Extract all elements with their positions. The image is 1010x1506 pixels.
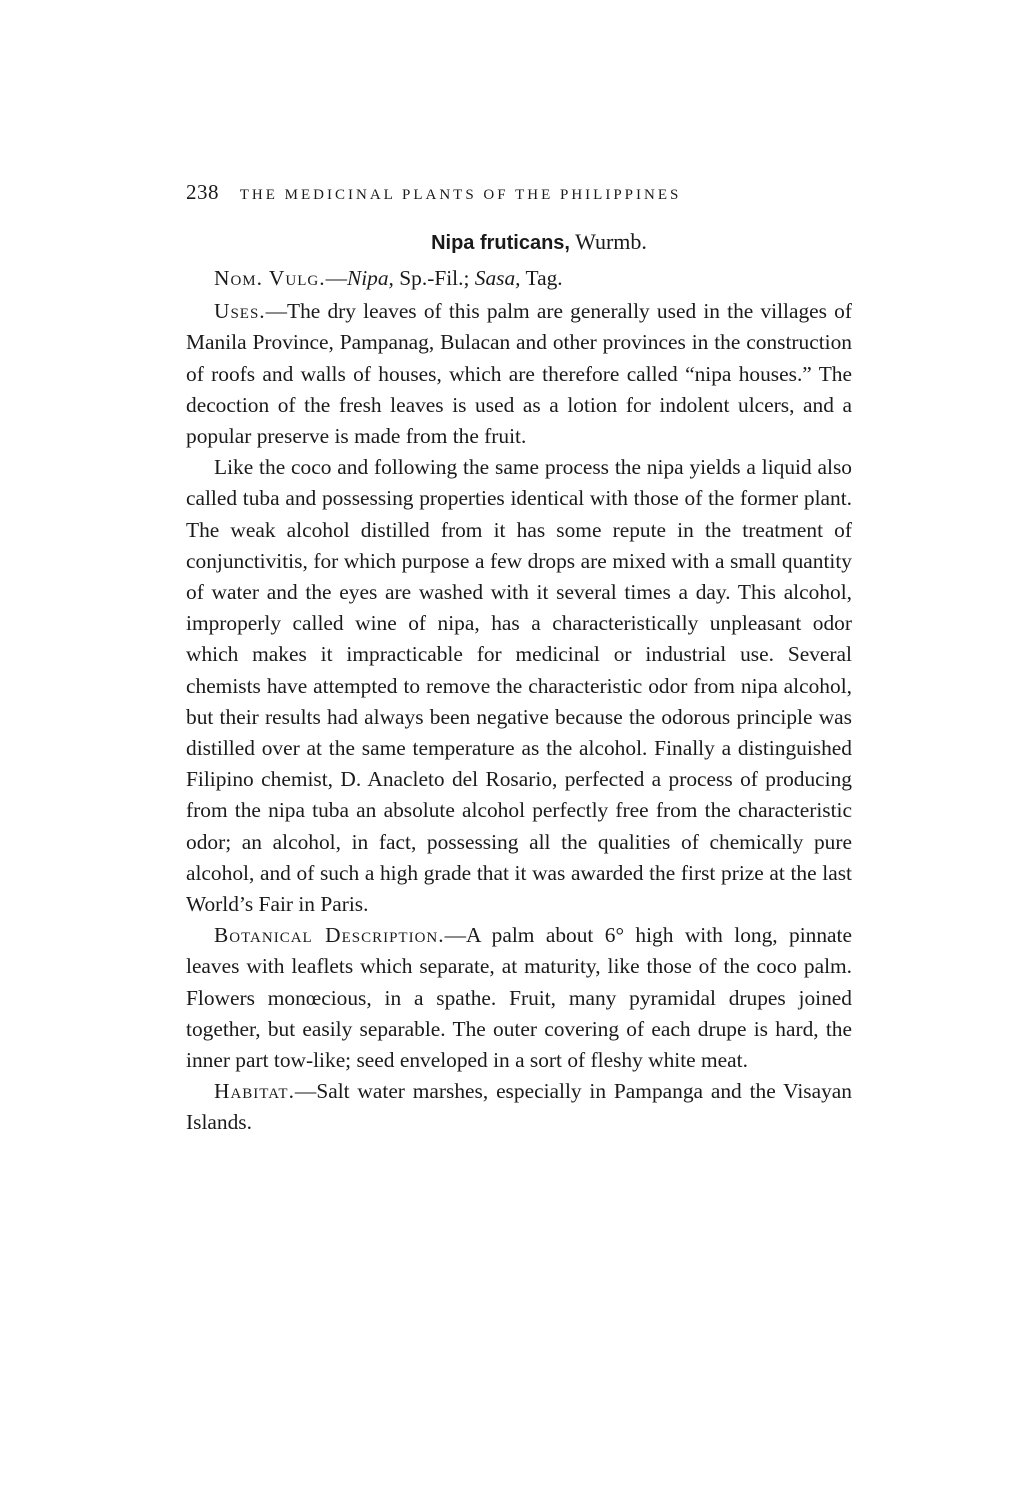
common-name-sasa: Sasa,: [474, 266, 521, 290]
entry-title: [186, 229, 852, 255]
botanical-description-paragraph: [186, 920, 852, 1076]
page-number: 238: [186, 180, 219, 204]
botanical-text: —A palm about 6° high with long, pinnate leaves with leaflets which separate, at maturity, like those of the coco palm. Flowers monœcious, in a spathe. Fruit, many pyramidal drupes joined together, but easily separable. The outer covering of each drupe is hard, the inner part tow-like; seed enveloped in a sort of fleshy white meat.: [186, 923, 852, 1073]
uses-label: Uses.: [214, 299, 266, 324]
common-names: [186, 263, 852, 294]
habitat-label: Habitat.: [214, 1079, 295, 1104]
tuba-alcohol-paragraph: Like the coco and following the same process the nipa yields a liquid also called tuba and possessing properties identical with those of the former plant. The weak alcohol distilled from it has some repute in the treatment of conjunctivitis, for which purpose a few drops are mixed with a small quantity of water and the eyes are washed with it several times a day. This alcohol, improperly called wine of nipa, has a characteristically unpleasant odor which makes it impracticable for medicinal or industrial use. Several chemists have attempted to remove the characteristic odor from nipa alcohol, but their results had always been negative because the odorous principle was distilled over at the same temperature as the alcohol. Finally a distinguished Filipino chemist, D. Anacleto del Rosario, perfected a process of producing from the nipa tuba an absolute alcohol perfectly free from the characteristic odor; an alcohol, in fact, possessing all the qualities of chemically pure alcohol, and of such a high grade that it was awarded the first prize at the last World’s Fair in Paris.: [186, 455, 852, 917]
language-spanish-filipino: Sp.-Fil.;: [399, 266, 470, 290]
running-head: [186, 180, 852, 205]
nom-dash: —: [325, 266, 347, 290]
book-page: [186, 180, 852, 1139]
language-tagalog: Tag.: [525, 266, 563, 290]
uses-paragraph: [186, 296, 852, 452]
habitat-text: —Salt water marshes, especially in Pampanga and the Visayan Islands.: [186, 1079, 852, 1135]
botanical-label: Botanical Description.: [214, 923, 445, 948]
habitat-paragraph: [186, 1076, 852, 1138]
running-title: THE MEDICINAL PLANTS OF THE PHILIPPINES: [239, 187, 682, 203]
species-name: Nipa fruticans,: [431, 232, 570, 254]
species-author: Wurmb.: [575, 229, 647, 254]
uses-text: —The dry leaves of this palm are generally used in the villages of Manila Province, Pampanag, Bulacan and other provinces in the construction of roofs and walls of houses, which are therefore called “nipa houses.” The decoction of the fresh leaves is used as a lotion for indolent ulcers, and a popular preserve is made from the fruit.: [186, 299, 852, 449]
common-name-nipa: Nipa,: [346, 266, 394, 290]
nom-label: Nom. Vulg.: [214, 266, 326, 290]
